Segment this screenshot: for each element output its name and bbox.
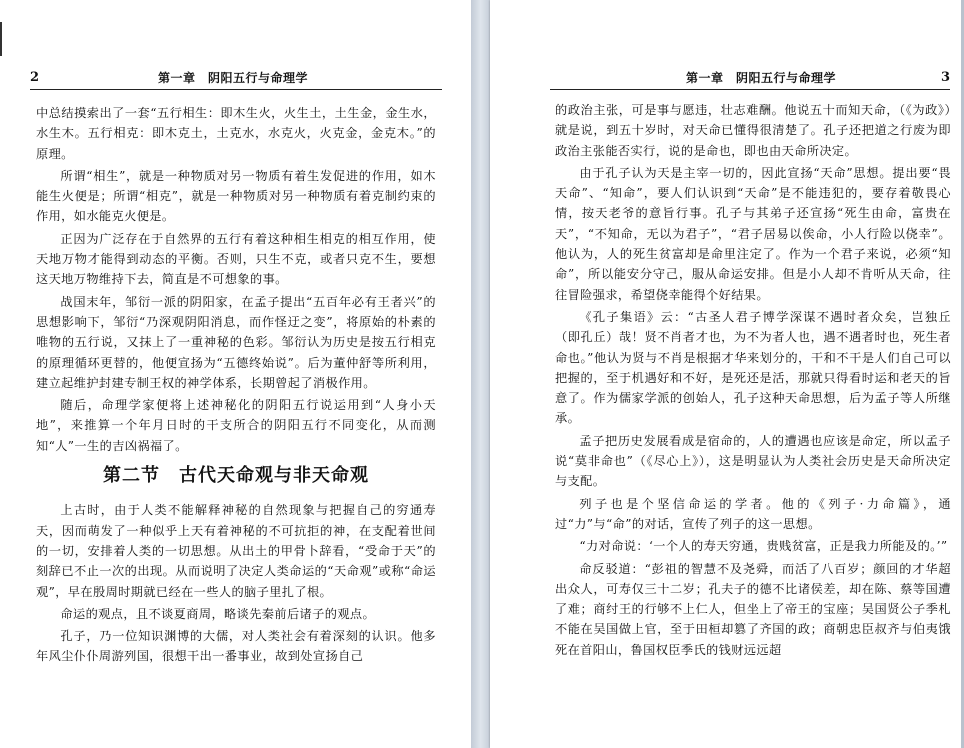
paragraph: 战国末年，邹衍一派的阴阳家，在孟子提出“五百年必有王者兴”的思想影响下，邹衍“乃深观阴阳消息，而作怪迂之变”，将原始的朴素的唯物的五行说，又抹上了一重神秘的色彩。邹衍认为历史是按五行相克的原理循环更替的，他便宣扬为“五德终始说”。后为董仲舒等所利用，建立起维护封建专制王权的神学体系，长期曾起了消极作用。 [36,294,436,390]
paragraph: 正因为广泛存在于自然界的五行有着这种相生相克的相互作用，使天地万物才能得到动态的平衡。否则，只生不克，或者只克不生，要想这天地万物维持下去，简直是不可想象的事。 [36,231,436,287]
page-gutter [471,0,490,748]
paragraph: 孔子，乃一位知识渊博的大儒，对人类社会有着深刻的认识。他多年风尘仆仆周游列国，很想干出一番事业，故到处宣扬自己 [36,629,436,664]
page-3 [490,0,964,748]
paragraph: 的政治主张，可是事与愿违，壮志难酬。他说五十而知天命，（《为政》）就是说，到五十岁时，对天命已懂得很清楚了。孔子还把道之行废为即政治主张能否实行，说的是命也，即也由天命所决定。 [555,103,951,158]
paragraph: 命反驳道：“彭祖的智慧不及尧舜，而活了八百岁；颜回的才华超出众人，可寿仅三十二岁；孔夫子的德不比诸侯差，却在陈、蔡等国遭了难；商纣王的行够不上仁人，但坐上了帝王的宝座；吴国贤公子季札不能在吴国做上官，至于田桓却篡了齐国的政；商朝忠臣叔齐与伯夷饿死在首阳山，鲁国权臣季氏的钱财远远超 [555,561,951,657]
page-header [30,68,440,88]
paragraph: 上古时，由于人类不能解释神秘的自然现象与把握自己的穷通寿天，因而萌发了一种似乎上天有着神秘的不可抗拒的神，在支配着世间的一切，安排着人类的一切思想。从出土的甲骨卜辞看，“受命于天”的刻辞已不止一次的出现。从而说明了决定人类命运的“天命观”或称“命运观”，早在殷周时期就已经在一些人的脑子里扎了根。 [36,503,436,599]
page-number: 2 [30,70,40,85]
paragraph: 随后，命理学家便将上述神秘化的阴阳五行说运用到“人身小天地”，来推算一个年月日时的干支所合的阴阳五行不同变化，从而测知“人”一生的吉凶祸福了。 [36,398,436,453]
page-2 [0,0,471,748]
running-header: 第一章 阴阳五行与命理学 [686,71,837,85]
paragraph: 《孔子集语》云：“古圣人君子博学深谋不遇时者众矣，岂独丘（即孔丘）哉！贤不肖者才也，为不为者人也，遇不遇者时也，死生者命也。”他认为贤与不肖是根据才华来划分的，干和不干是人们自己可以把握的，至于机遇好和不好，是死还是活，那就只得看时运和老天的旨意了。作为儒家学派的创始人，孔子这种天命思想，后为孟子等人所继承。 [555,309,951,426]
paragraph: 孟子把历史发展看成是宿命的，人的遭遇也应该是命定，所以孟子说“莫非命也”（《尽心上》），这是明显认为人类社会历史是天命所决定与支配。 [555,433,951,489]
section-heading: 第二节 古代天命观与非天命观 [103,465,369,487]
paragraph: “力对命说：‘一个人的寿天穷通，贵贱贫富，正是我力所能及的。’” [579,539,948,554]
header-rule [550,89,950,90]
paragraph: 命运的观点，且不谈夏商周，略谈先秦前后诸子的观点。 [60,606,376,621]
header-rule [30,89,442,90]
paragraph: 由于孔子认为天是主宰一切的，因此宣扬“天命”思想。提出要“畏天命”、“知命”，要人们认识到“天命”是不能违犯的，要存着敬畏心情，按天老爷的意旨行事。孔子与其弟子还宣扬“死生由命，富贵在天”，“不知命，无以为君子”，“君子居易以俟命，小人行险以侥幸”。他认为，人的死生贫富却是命里注定了。作为一个君子来说，必须“知命”，所以能安分守己，服从命运安排。但是小人却不肯听从天命，往往冒险强求，希望侥幸能得个好结果。 [555,165,951,302]
page-body [36,103,436,669]
page-header [550,68,950,88]
page-body [555,100,951,662]
page-number: 3 [940,70,950,85]
running-header: 第一章 阴阳五行与命理学 [158,71,309,85]
paragraph: 列子也是个坚信命运的学者。他的《列子·力命篇》，通过“力”与“命”的对话，宣传了列子的这一思想。 [555,496,951,531]
paragraph: 所谓“相生”，就是一种物质对另一物质有着生发促进的作用，如木能生火便是；所谓“相克”，就是一种物质对另一种物质有着克制约束的作用，如水能克火便是。 [36,168,436,224]
paragraph: 中总结摸索出了一套“五行相生：即木生火，火生土，土生金，金生水，水生木。五行相克：即木克土，土克水，水克火，火克金，金克木。”的原理。 [36,106,436,161]
page-edge-mark [0,22,2,56]
